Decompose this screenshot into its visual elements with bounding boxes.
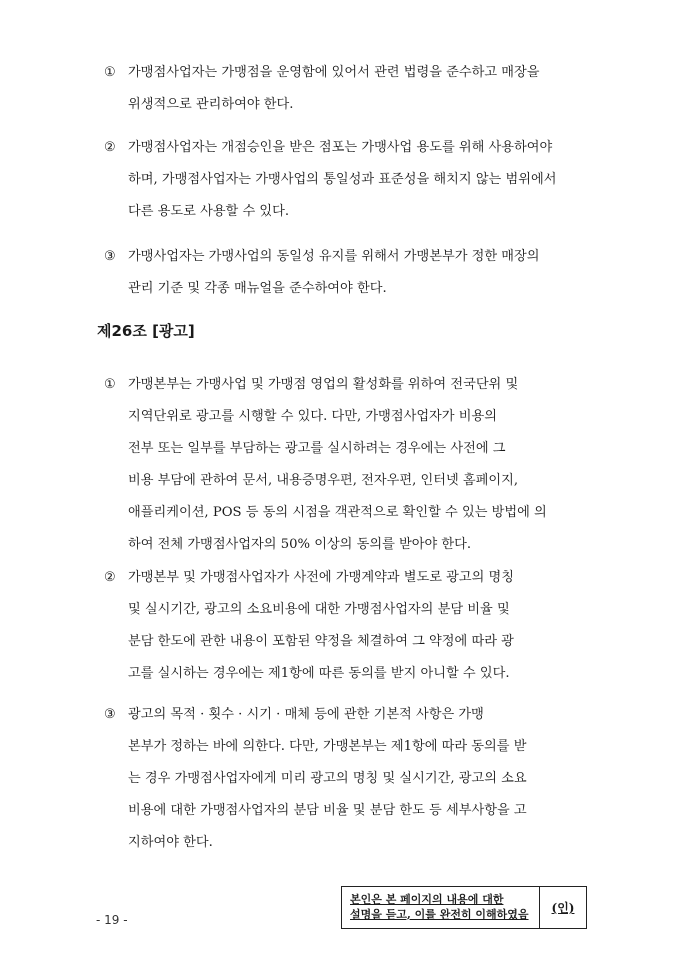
article-paragraph-2 [104,562,590,690]
paragraph-line: ③ 광고의 목적 · 횟수 · 시기 · 매체 등에 관한 기본적 사항은 가맹 [104,699,590,731]
paragraph-number: ③ [104,249,116,264]
paragraph-line: ③ 가맹사업자는 가맹사업의 동일성 유지를 위해서 가맹본부가 정한 매장의 [104,241,590,273]
paragraph-line: 다른 용도로 사용할 수 있다. [128,204,290,219]
article-paragraph-3 [104,699,590,859]
paragraph-line: 는 경우 가맹점사업자에게 미리 광고의 명칭 및 실시기간, 광고의 소요 [128,771,527,786]
paragraph-line: 고를 실시하는 경우에는 제1항에 따른 동의를 받지 아니할 수 있다. [128,666,510,681]
paragraph-line: ① 가맹점사업자는 가맹점을 운영함에 있어서 관련 법령을 준수하고 매장을 [104,57,590,89]
signature-seal-field: (인) [551,901,575,915]
paragraph-3 [104,241,590,305]
paragraph-number: ② [104,140,116,155]
paragraph-line: 지역단위로 광고를 시행할 수 있다. 다만, 가맹점사업자가 비용의 [128,409,497,424]
paragraph-line: 지하여야 한다. [128,835,213,850]
paragraph-line: 비용 부담에 관하여 문서, 내용증명우편, 전자우편, 인터넷 홈페이지, [128,473,519,488]
paragraph-line: 관리 기준 및 각종 매뉴얼을 준수하여야 한다. [128,281,387,296]
paragraph-line: 비용에 대한 가맹점사업자의 분담 비율 및 분담 한도 등 세부사항을 고 [128,803,527,818]
paragraph-line: ② 가맹본부 및 가맹점사업자가 사전에 가맹계약과 별도로 광고의 명칭 [104,562,590,594]
paragraph-number: ① [104,65,116,80]
paragraph-number: ① [104,377,116,392]
paragraph-number: ③ [104,707,116,722]
confirmation-box [341,886,587,929]
paragraph-line: 분담 한도에 관한 내용이 포함된 약정을 체결하여 그 약정에 따라 광 [128,634,514,649]
article-heading: 제26조 [광고] [97,322,195,340]
confirmation-line: 설명을 듣고, 이를 완전히 이해하였음 [350,908,529,921]
page-number: - 19 - [96,913,128,927]
paragraph-line: 및 실시기간, 광고의 소요비용에 대한 가맹점사업자의 분담 비율 및 [128,602,510,617]
paragraph-line: ① 가맹본부는 가맹사업 및 가맹점 영업의 활성화를 위하여 전국단위 및 [104,369,590,401]
paragraph-2 [104,132,590,228]
paragraph-line: 전부 또는 일부를 부담하는 광고를 실시하려는 경우에는 사전에 그 [128,441,506,456]
paragraph-line: 하여 전체 가맹점사업자의 50% 이상의 동의를 받아야 한다. [128,537,472,552]
paragraph-number: ② [104,570,116,585]
confirmation-text [342,887,540,928]
article-paragraph-1 [104,369,590,561]
paragraph-line: 본부가 정하는 바에 의한다. 다만, 가맹본부는 제1항에 따라 동의를 받 [128,739,527,754]
paragraph-line: 위생적으로 관리하여야 한다. [128,97,294,112]
paragraph-line: ② 가맹점사업자는 개점승인을 받은 점포는 가맹사업 용도를 위해 사용하여야 [104,132,590,164]
paragraph-line: 애플리케이션, POS 등 동의 시점을 객관적으로 확인할 수 있는 방법에 의 [128,505,547,520]
paragraph-1 [104,57,590,121]
paragraph-line: 하며, 가맹점사업자는 가맹사업의 통일성과 표준성을 해치지 않는 범위에서 [128,172,557,187]
confirmation-line: 본인은 본 페이지의 내용에 대한 [350,893,504,906]
